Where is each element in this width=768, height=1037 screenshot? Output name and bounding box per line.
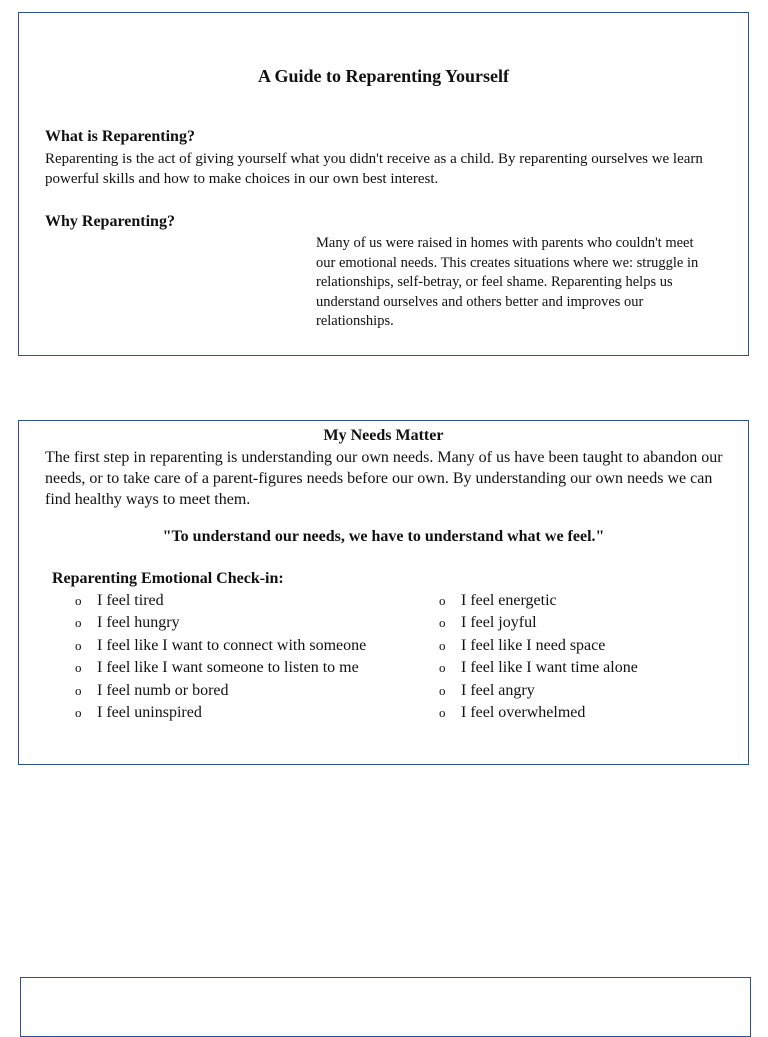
list-item (75, 590, 366, 612)
needs-title: My Needs Matter (323, 427, 444, 444)
needs-section (18, 420, 749, 765)
circle-bullet-icon: o (439, 593, 446, 608)
list-item-label: I feel tired (97, 592, 164, 609)
what-text: Reparenting is the act of giving yourself what you didn't receive as a child. By reparenting ourselves we learn powerful skills and how to make choices in our own best interest. (45, 151, 703, 187)
list-item-label: I feel angry (461, 681, 535, 699)
list-item (75, 702, 366, 724)
circle-bullet-icon: o (75, 637, 82, 653)
next-section-frame (20, 977, 751, 1037)
why-text: Many of us were raised in homes with parents who couldn't meet our emotional needs. This creates situations where we: struggle in relationships, self-betray, or feel shame. Reparenting helps us understand ourselves and others better and improves our relationships. (316, 235, 699, 329)
needs-text: The first step in reparenting is understanding our own needs. Many of us have been taught to abandon our needs, or to take care of a parent-figures needs before our own. By understanding our own needs we can find healthy ways to meet them. (45, 449, 723, 508)
list-item-label: I feel like I want time alone (461, 659, 638, 677)
list-item (439, 635, 638, 657)
guide-title: A Guide to Reparenting Yourself (257, 66, 509, 86)
circle-bullet-icon: o (439, 637, 446, 653)
list-item-label: I feel overwhelmed (461, 703, 586, 721)
list-item (75, 612, 366, 634)
list-item (75, 657, 366, 679)
circle-bullet-icon: o (75, 593, 82, 608)
checkin-heading: Reparenting Emotional Check-in: (52, 570, 284, 587)
circle-bullet-icon: o (75, 704, 82, 720)
circle-bullet-icon: o (75, 615, 82, 631)
circle-bullet-icon: o (439, 660, 446, 676)
list-item-label: I feel like I want to connect with someone (97, 636, 367, 654)
list-item-label: I feel numb or bored (97, 681, 229, 699)
what-heading: What is Reparenting? (45, 128, 195, 145)
list-item (439, 702, 638, 724)
list-item-label: I feel like I want someone to listen to me (97, 659, 359, 677)
circle-bullet-icon: o (439, 615, 446, 631)
list-item (439, 590, 638, 612)
list-item (439, 657, 638, 679)
checkin-list-right (439, 590, 638, 724)
circle-bullet-icon: o (439, 682, 446, 698)
list-item (439, 680, 638, 702)
list-item-label: I feel joyful (461, 614, 537, 632)
list-item (75, 635, 366, 657)
needs-quote: "To understand our needs, we have to understand what we feel." (162, 528, 605, 545)
circle-bullet-icon: o (439, 704, 446, 720)
list-item-label: I feel like I need space (461, 636, 606, 654)
list-item (75, 680, 366, 702)
guide-section (18, 12, 749, 356)
list-item-label: I feel energetic (461, 592, 557, 609)
circle-bullet-icon: o (75, 682, 82, 698)
why-heading: Why Reparenting? (45, 213, 175, 230)
circle-bullet-icon: o (75, 660, 82, 676)
list-item-label: I feel uninspired (97, 703, 202, 721)
list-item (439, 612, 638, 634)
list-item-label: I feel hungry (97, 614, 180, 632)
checkin-list-left (75, 590, 366, 724)
